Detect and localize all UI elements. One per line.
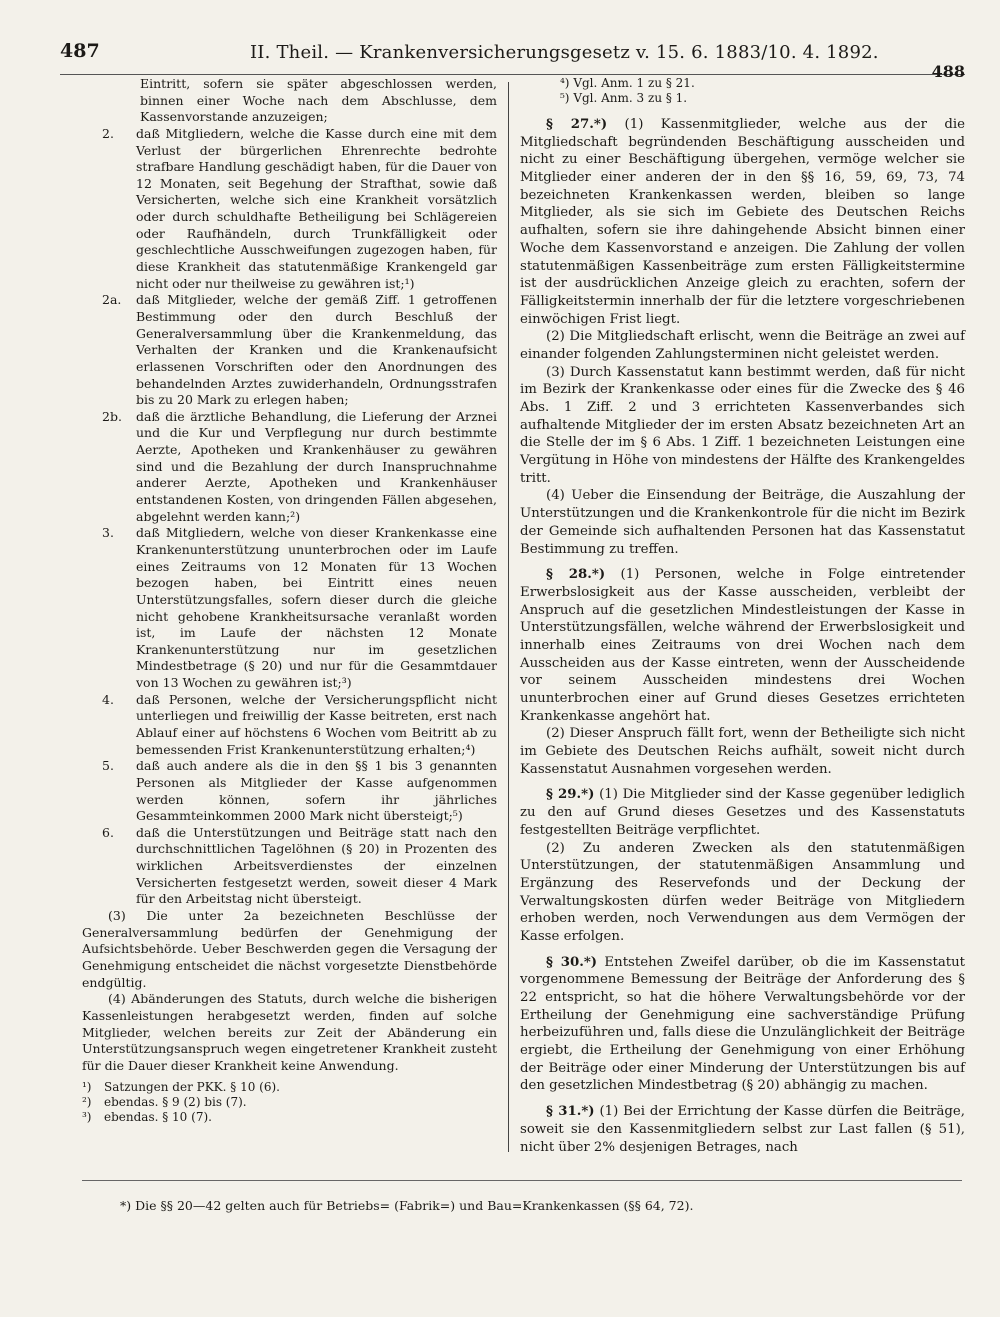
running-title: II. Theil. — Krankenversicherungsgesetz v. 15. 6. 1883/10. 4. 1892. xyxy=(250,42,879,63)
list-item xyxy=(82,126,497,292)
footnote-mark: ⁵) xyxy=(560,91,570,105)
footnote-rule xyxy=(82,1180,962,1181)
item-number: 2b. xyxy=(102,408,122,424)
list-item xyxy=(82,292,497,408)
column-divider xyxy=(508,82,509,1152)
section-heading: § 31.*) xyxy=(546,1104,595,1120)
item-number: 5. xyxy=(102,758,114,774)
paragraph-3: (3) Die unter 2a bezeichneten Beschlüsse der Generalversammlung bedürfen der Genehmigung der Aufsichtsbehörde. Ueber Beschwerden gegen die Versagung der Genehmigung entscheidet die nächst vorgesetzte Dienstbehörde endgültig. xyxy=(82,908,497,990)
item-text: daß die Unterstützungen und Beiträge statt nach den durchschnittlichen Tagelöhnen (§ 20) in Prozenten des wirklichen Arbeitsverdienstes der einzelnen Versicherten festgesetzt werden, soweit dieser 4 Mark für den Arbeitstag nicht übersteigt. xyxy=(136,824,497,907)
section-heading: § 30.*) xyxy=(546,954,598,970)
item-number: 3. xyxy=(102,525,114,541)
paragraph-text: (1) Kassenmitglieder, welche aus der die Mitgliedschaft begründenden Beschäftigung ausscheiden und nicht zu einer Beschäftigung übergehen, vermöge welcher sie Mitglieder einer anderen der in den §§ 16, 59, 69, 73, 74 bezeichneten Krankenkassen werden, bleiben so lange Mitglieder, als sie sich im Gebiete des Deutschen Reichs aufhalten, sofern sie ihre dahingehende Absicht binnen einer Woche dem Kassenvorstand e anzeigen. Die Zahlung der vollen statutenmäßigen Kassenbeiträge zum ersten Fälligkeitstermine ist der ausdrücklichen Anzeige gleich zu erachten, sofern der Fälligkeitstermin innerhalb der für die letztere vorgeschriebenen einwöchigen Frist liegt. xyxy=(520,117,965,327)
footnotes-left xyxy=(82,1080,497,1125)
item-text: daß Personen, welche der Versicherungspflicht nicht unterliegen und freiwillig der Kasse beitreten, erst nach Ablauf einer auf höchstens 6 Wochen vom Beitritt ab zu bemessenden Frist Krankenunterstützung erhalten;⁴) xyxy=(136,691,497,757)
footnote-mark: ¹) xyxy=(82,1080,92,1095)
footnote xyxy=(82,1095,497,1110)
footnote xyxy=(560,91,965,106)
footnote-text: ebendas. § 10 (7). xyxy=(104,1110,212,1125)
footnote-mark: ⁴) xyxy=(560,76,570,90)
item-text: daß Mitgliedern, welche von dieser Krankenkasse eine Krankenunterstützung ununterbrochen oder im Laufe eines Zeitraums von 12 Monaten für 13 Wochen bezogen haben, bei Eintritt eines neuen Unterstützungsfalles, sofern dieser durch die gleiche nicht gehobene Krankheitsursache veranlaßt worden ist, im Laufe der nächsten 12 Monate Krankenunterstützung nur im gesetzlichen Mindestbetrage (§ 20) und nur für die Gesammtdauer von 13 Wochen zu gewähren ist;³) xyxy=(136,525,497,691)
section-27-para-4: (4) Ueber die Einsendung der Beiträge, die Auszahlung der Unterstützungen und die Krankenkontrole für die nicht im Bezirk der Gemeinde sich aufhaltenden Personen hat das Kassenstatut Bestimmung zu treffen. xyxy=(520,488,965,557)
footnote xyxy=(82,1080,497,1095)
list-item xyxy=(82,409,497,525)
footnotes-right xyxy=(520,76,965,106)
section-28-para-1 xyxy=(520,566,965,725)
list-item xyxy=(82,758,497,825)
section-27-para-1 xyxy=(520,116,965,328)
section-27-para-3: (3) Durch Kassenstatut kann bestimmt werden, daß für nicht im Bezirk der Krankenkasse oder eines für die Zwecke des § 46 Abs. 1 Ziff. 2 und 3 errichteten Kassenverbandes sich aufhaltende Mitglieder der im ersten Absatz bezeichneten Art an die Stelle der im § 6 Abs. 1 Ziff. 1 bezeichneten Leistungen eine Vergütung in Höhe von mindestens der Hälfte des Krankengeldes tritt. xyxy=(520,364,965,486)
list-item xyxy=(82,525,497,691)
item-number: 6. xyxy=(102,824,114,840)
item-number: 4. xyxy=(102,691,114,707)
section-31-para-1 xyxy=(520,1103,965,1156)
item-text: daß Mitglieder, welche der gemäß Ziff. 1 getroffenen Bestimmung oder den durch Beschluß der Generalversammlung über die Krankenmeldung, das Verhalten der Kranken und die Krankenaufsicht erlassenen Vorschriften oder den Anordnungen des behandelnden Arztes zuwiderhandeln, Ordnungsstrafen bis zu 20 Mark zu erlegen haben; xyxy=(136,292,497,408)
opening-text: Eintritt, sofern sie später abgeschlossen werden, binnen einer Woche nach dem Abschlusse, dem Kassenvorstande anzuzeigen; xyxy=(140,76,497,125)
list-item xyxy=(82,692,497,759)
footnote-text: Vgl. Anm. 1 zu § 21. xyxy=(573,76,695,90)
section-27-para-2: (2) Die Mitgliedschaft erlischt, wenn die Beiträge an zwei auf einander folgenden Zahlungsterminen nicht geleistet werden. xyxy=(520,329,965,362)
paragraph-text: (1) Bei der Errichtung der Kasse dürfen die Beiträge, soweit sie den Kassenmitgliedern selbst zur Last fallen (§ 51), nicht über 2% desjenigen Betrages, nach xyxy=(520,1104,966,1155)
section-heading: § 29.*) xyxy=(546,787,595,803)
item-text: daß auch andere als die in den §§ 1 bis 3 genannten Personen als Mitglieder der Kasse aufgenommen werden können, sofern ihr jährliches Gesammteinkommen 2000 Mark nicht übersteigt;⁵) xyxy=(136,758,497,824)
paragraph-text: Entstehen Zweifel darüber, ob die im Kassenstatut vorgenommene Bemessung der Beiträge der Anforderung des § 22 entspricht, so hat die höhere Verwaltungsbehörde vor der Ertheilung der Genehmigung eine sachverständige Prüfung herbeizuführen und, falls diese die Unzulänglichkeit der Beiträge ergiebt, die Ertheilung der Genehmigung von einer Erhöhung der Beiträge oder einer Minderung der Unterstützungen bis auf den gesetzlichen Mindestbetrag (§ 20) abhängig zu machen. xyxy=(520,954,966,1094)
footnote-mark: ³) xyxy=(82,1110,92,1125)
item-text: daß die ärztliche Behandlung, die Lieferung der Arznei und die Kur und Verpflegung nur durch bestimmte Aerzte, Apotheken und Krankenhäuser zu gewähren sind und die Bezahlung der durch Inanspruchnahme anderer Aerzte, Apotheken und Krankenhäuser entstandenen Kosten, von dringenden Fällen abgesehen, abgelehnt werden kann;²) xyxy=(136,408,497,524)
footnote-text: Vgl. Anm. 3 zu § 1. xyxy=(573,91,688,105)
item-number: 2a. xyxy=(102,292,122,308)
footnote-text: Satzungen der PKK. § 10 (6). xyxy=(104,1080,280,1095)
footnote-mark: ²) xyxy=(82,1095,92,1110)
paragraph-text: (1) Die Mitglieder sind der Kasse gegenüber lediglich zu den auf Grund dieses Gesetzes und des Kassenstatuts festgestellten Beiträge verpflichtet. xyxy=(520,787,965,838)
section-heading: § 28.*) xyxy=(546,567,606,583)
paragraph-4: (4) Abänderungen des Statuts, durch welche die bisherigen Kassenleistungen herabgesetzt werden, finden auf solche Mitglieder, welchen bereits zur Zeit der Abänderung ein Unterstützungsanspruch wegen eingetretener Krankheit zusteht für die Dauer dieser Krankheit keine Anwendung. xyxy=(82,991,497,1073)
section-29-para-2: (2) Zu anderen Zwecken als den statutenmäßigen Unterstützungen, der statutenmäßigen Ansammlung und Ergänzung des Reservefonds und der Deckung der Verwaltungskosten dürfen weder Beiträge von Mitgliedern erhoben werden, noch Verwendungen aus dem Vermögen der Kasse erfolgen. xyxy=(520,840,965,944)
item-text: daß Mitgliedern, welche die Kasse durch eine mit dem Verlust der bürgerlichen Ehrenrechte bedrohte strafbare Handlung geschädigt haben, für die Dauer von 12 Monaten, seit Begehung der Strafthat, sowie daß Versicherten, welche sich eine Krankheit vorsätzlich oder durch schuldhafte Betheiligung bei Schlägereien oder Raufhändeln, durch Trunkfälligkeit oder geschlechtliche Ausschweifungen zugezogen haben, für diese Krankheit das statutenmäßige Krankengeld gar nicht oder nur theilweise zu gewähren ist;¹) xyxy=(136,125,497,291)
list-item xyxy=(82,825,497,908)
left-column xyxy=(82,76,497,1125)
right-column xyxy=(520,76,965,1156)
paragraph-text: (1) Personen, welche in Folge eintretender Erwerbslosigkeit aus der Kasse ausscheiden, verbleibt der Anspruch auf die gesetzlichen Mindestleistungen der Kasse in Unterstützungsfällen, welche während der Erwerbslosigkeit und innerhalb eines Zeitraums von drei Wochen nach dem Ausscheiden aus der Kasse eintreten, wenn der Ausscheidende vor seinem Ausscheiden mindestens drei Wochen ununterbrochen einer auf Grund dieses Gesetzes errichteten Krankenkasse angehört hat. xyxy=(520,567,965,724)
section-28-para-2: (2) Dieser Anspruch fällt fort, wenn der Betheiligte sich nicht im Gebiete des Deutschen Reichs aufhält, soweit nicht durch Kassenstatut Ausnahmen vorgesehen werden. xyxy=(520,726,965,777)
section-heading: § 27.*) xyxy=(546,117,608,132)
item-number: 2. xyxy=(102,125,114,141)
running-header xyxy=(60,40,965,81)
global-footnote: *) Die §§ 20—42 gelten auch für Betriebs= (Fabrik=) und Bau=Krankenkassen (§§ 64, 72). xyxy=(120,1198,694,1213)
footnote xyxy=(560,76,965,91)
section-30-para-1 xyxy=(520,954,965,1096)
page-number-right: 488 xyxy=(931,62,965,81)
footnote-text: ebendas. § 9 (2) bis (7). xyxy=(104,1095,247,1110)
section-29-para-1 xyxy=(520,786,965,839)
page-number-left: 487 xyxy=(60,40,100,62)
footnote xyxy=(82,1110,497,1125)
